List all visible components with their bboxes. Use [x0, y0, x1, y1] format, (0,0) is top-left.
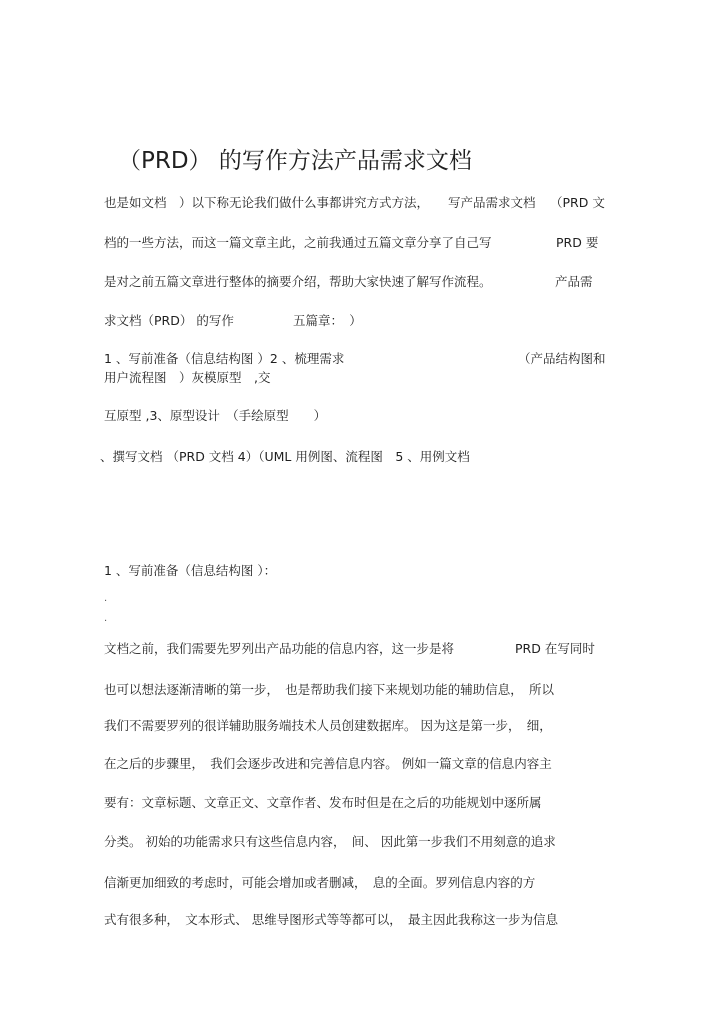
- section-1-line-1a: 文档之前，我们需要先罗列出产品功能的信息内容，这一步是将: [104, 641, 455, 656]
- intro-line-2b: PRD 要: [556, 235, 599, 250]
- outline-line-2: 用户流程图 ）灰模原型 ,交: [104, 370, 271, 385]
- intro-line-1a: 也是如文档 ）以下称无论我们做什么事都讲究方式方法，: [104, 195, 430, 210]
- intro-line-4a: 求文档（PRD） 的写作: [104, 313, 234, 328]
- outline-line-1a: 1 、写前准备（信息结构图 ）2 、梳理需求: [104, 351, 345, 366]
- section-1-line-3: 我们不需要罗列的很详辅助服务端技术人员创建数据库。 因为这是第一步， 细，: [104, 718, 552, 733]
- outline-line-1b: （产品结构图和: [518, 351, 606, 366]
- intro-line-3b: 产品需: [555, 274, 593, 289]
- intro-line-2a: 档的一些方法，而这一篇文章主此，之前我通过五篇文章分享了自己写: [104, 235, 492, 250]
- outline-line-4: 、撰写文档 （PRD 文档 4）（UML 用例图、流程图 5 、用例文档: [100, 449, 470, 464]
- section-1-line-2: 也可以想法逐渐清晰的第一步， 也是帮助我们接下来规划功能的辅助信息， 所以: [104, 682, 555, 697]
- stray-dot-1: .: [104, 593, 108, 604]
- stray-dot-2: .: [104, 613, 108, 624]
- outline-line-3: 互原型 ,3、原型设计 （手绘原型 ）: [104, 408, 327, 423]
- section-1-line-6: 分类。 初始的功能需求只有这些信息内容， 间、 因此第一步我们不用刻意的追求: [104, 834, 556, 849]
- section-1-line-7: 信渐更加细致的考虑时，可能会增加或者删减， 息的全面。罗列信息内容的方: [104, 875, 536, 890]
- intro-line-1b: 写产品需求文档: [448, 195, 536, 210]
- intro-line-4b: 五篇章： ）: [293, 313, 362, 328]
- section-1-line-5: 要有：文章标题、文章正文、文章作者、发布时但是在之后的功能规划中逐所属: [104, 795, 542, 810]
- section-1-heading: 1 、写前准备（信息结构图 ）：: [104, 563, 277, 578]
- intro-line-3a: 是对之前五篇文章进行整体的摘要介绍，帮助大家快速了解写作流程。: [104, 274, 492, 289]
- section-1-line-1b: PRD 在写同时: [515, 641, 595, 656]
- section-1-line-4: 在之后的步骤里， 我们会逐步改进和完善信息内容。 例如一篇文章的信息内容主: [104, 756, 552, 771]
- document-title: （PRD） 的写作方法产品需求文档: [118, 148, 472, 174]
- intro-line-1c: （PRD 文: [550, 195, 605, 210]
- section-1-line-8: 式有很多种， 文本形式、 思维导图形式等等都可以， 最主因此我称这一步为信息: [104, 912, 558, 927]
